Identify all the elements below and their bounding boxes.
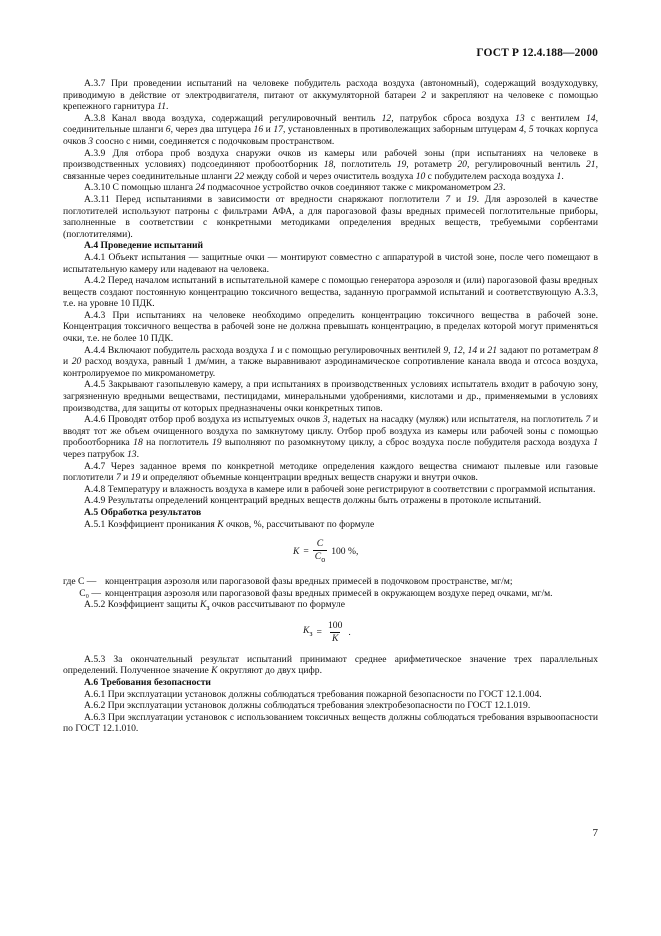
- formula1-rhs: 100 %,: [331, 546, 359, 558]
- paragraph-a3-5: А.3.11 Перед испытаниями в зависимости от вредности снаряжают поглотители 7 и 19. Для аэрозолей в качестве поглотителей используют патроны с фильтрами АФА, а для парогазовой фазы вредных примесей поглотительные приборы, заполненные в соответствии с конкретными методиками определения вредных веществ, требуемыми сорбентами (поглотителями).: [63, 193, 598, 240]
- definition-row: [63, 576, 598, 588]
- paragraph-a3-1: А.3.7 При проведении испытаний на человеке побудитель расхода воздуха (автономный), содержащий воздуходувку, приводимую в действие от электродвигателя, питают от аккумуляторной батареи 2 и закрепляют на человеке с помощью крепежного гарнитура 11.: [63, 78, 598, 113]
- definition-text: концентрация аэрозоля или парогазовой фазы вредных примесей в подочковом пространстве, мг/м;: [105, 576, 513, 588]
- formula-penetration: [63, 530, 598, 574]
- paragraph-a6-1: А.6.1 При эксплуатации установок должны соблюдаться требования пожарной безопасности по ГОСТ 12.1.004.: [84, 688, 542, 700]
- formula1-eq: =: [303, 546, 309, 558]
- section-a6-paragraphs: [63, 689, 598, 735]
- paragraph-a3-4: А.3.10 С помощью шланга 24 подмасочное устройство очков соединяют также с микроманометром 23.: [84, 182, 506, 194]
- formula2-fraction: [326, 620, 344, 645]
- page-body: [63, 78, 598, 735]
- definition-row: [63, 588, 598, 600]
- formula2-denominator: К: [331, 632, 339, 644]
- paragraph-a4-6: А.4.6 Проводят отбор проб воздуха из испытуемых очков 3, надетых на насадку (муляж) или испытателя, на поглотитель 7 и вводят тот же объем очищенного воздуха по замкнутому циклу. Отбор проб воздуха из камеры или рабочей зоны с помощью пробоотборника 18 на поглотитель 19 выполняют по разомкнутому циклу, а сброс воздуха после побудителя расхода воздуха 1 через патрубок 13.: [63, 414, 598, 460]
- formula2-numerator: 100: [327, 619, 343, 631]
- paragraph-a3-3: А.3.9 Для отбора проб воздуха снаружи очков из камеры или рабочей зоны (при испытаниях на человеке в производственных условиях) подсоединяют пробоотборник 18, поглотитель 19, ротаметр 20, регулировочный вентиль 21, связанные через соединительные шланги 22 между собой и через очиститель воздуха 10 с побудителем расхода воздуха 1.: [63, 147, 598, 182]
- paragraph-a5-1: А.5.1 Коэффициент проникания К очков, %, рассчитывают по формуле: [84, 518, 375, 530]
- paragraph-a4-9: А.4.9 Результаты определений концентраций вредных веществ должны быть отражены в протоколе испытаний.: [84, 495, 542, 507]
- definition-symbol: где С —: [63, 576, 97, 588]
- standard-header: ГОСТ Р 12.4.188—2000: [476, 47, 598, 59]
- section-heading-a5: А.5 Обработка результатов: [84, 506, 202, 518]
- section-a4-paragraphs: [63, 252, 598, 507]
- definition-symbol: С₀ —: [79, 587, 101, 599]
- paragraph-a4-5: А.4.5 Закрывают газопылевую камеру, а при испытаниях в производственных условиях испытатель входит в рабочую зону, загрязненную вредными веществами, пестицидами, минеральными удобрениями, кислотами и др., применяемыми в условиях производства, для защиты от которых предназначены очки конкретных типов.: [63, 379, 598, 414]
- formula2-lhs: $К_з$: [303, 625, 313, 638]
- paragraph-a5-3: А.5.3 За окончательный результат испытаний принимают среднее арифметическое значение трех параллельных определений. Полученное значение К округляют до двух цифр.: [63, 653, 598, 677]
- formula-definitions: [63, 576, 598, 599]
- paragraph-a4-3: А.4.3 При испытаниях на человеке необходимо определить концентрацию токсичного вещества в рабочей зоне. Концентрация токсичного вещества в рабочей зоне не должна превышать концентрацию, в пределах которой могут применяться очки, т.е. не более 10 ПДК.: [63, 309, 598, 345]
- paragraph-a4-4: А.4.4 Включают побудитель расхода воздуха 1 и с помощью регулировочных вентилей 9, 12, 14 и 21 задают по ротаметрам 8 и 20 расход воздуха, равный 1 дм/мин, а также выравнивают аэродинамическое сопротивление канала ввода и отсоса воздуха, контролируемое по микроманометру.: [63, 344, 599, 379]
- formula1-denominator: $С_о$: [314, 551, 326, 565]
- section-a3-paragraphs: [63, 78, 598, 240]
- section-heading-a4: А.4 Проведение испытаний: [84, 240, 204, 252]
- section-heading-a6: А.6 Требования безопасности: [84, 677, 211, 689]
- paragraph-a4-1: А.4.1 Объект испытания — защитные очки — монтируют совместно с аппаратурой в чистой зоне, после чего помещают в испытательную камеру или надевают на человека.: [63, 251, 598, 275]
- paragraph-a6-3: А.6.3 При эксплуатации установок с использованием токсичных веществ должны соблюдаться требования взрывоопасности по ГОСТ 12.1.010.: [63, 711, 598, 735]
- paragraph-a3-2: А.3.8 Канал ввода воздуха, содержащий регулировочный вентиль 12, патрубок сброса воздуха 13 с вентилем 14, соединительные шланги 6, через два штуцера 16 и 17, установленных в противолежащих заборным штуцерам 4, 5 точках корпуса очков 3 соосно с ними, соединяется с подочковым пространством.: [63, 112, 599, 147]
- paragraph-a5-2: А.5.2 Коэффициент защиты $К_з$ очков рассчитывают по формуле: [84, 599, 345, 613]
- paragraph-a4-7: А.4.7 Через заданное время по конкретной методике определения каждого вещества снимают пылевые или газовые поглотители 7 и 19 и определяют объемные концентрации вредных веществ снаружи и внутри очков.: [63, 460, 598, 484]
- page-number: 7: [592, 827, 598, 839]
- formula2-end: .: [348, 626, 351, 638]
- formula1-numerator: С: [316, 538, 324, 550]
- formula1-fraction: [313, 538, 327, 566]
- formula1-lhs: К: [293, 546, 300, 558]
- formula2-eq: =: [316, 626, 322, 638]
- definition-text: концентрация аэрозоля или парогазовой фазы вредных примесей в окружающем воздухе перед очками, мг/м.: [105, 587, 553, 599]
- paragraph-a6-2: А.6.2 При эксплуатации установок должны соблюдаться требования электробезопасности по ГОСТ 12.1.019.: [84, 700, 531, 712]
- paragraph-a4-2: А.4.2 Перед началом испытаний в испытательной камере с помощью генератора аэрозоля и (или) парогазовой фазы вредных веществ создают постоянную концентрацию токсичного вещества, заданную программой испытаний и соответствующую А.3.3, т.е. на уровне 10 ПДК.: [63, 275, 598, 310]
- paragraph-a4-8: А.4.8 Температуру и влажность воздуха в камере или в рабочей зоне регистрируют в соответствии с программой испытания.: [84, 483, 596, 495]
- formula-protection: [63, 614, 598, 654]
